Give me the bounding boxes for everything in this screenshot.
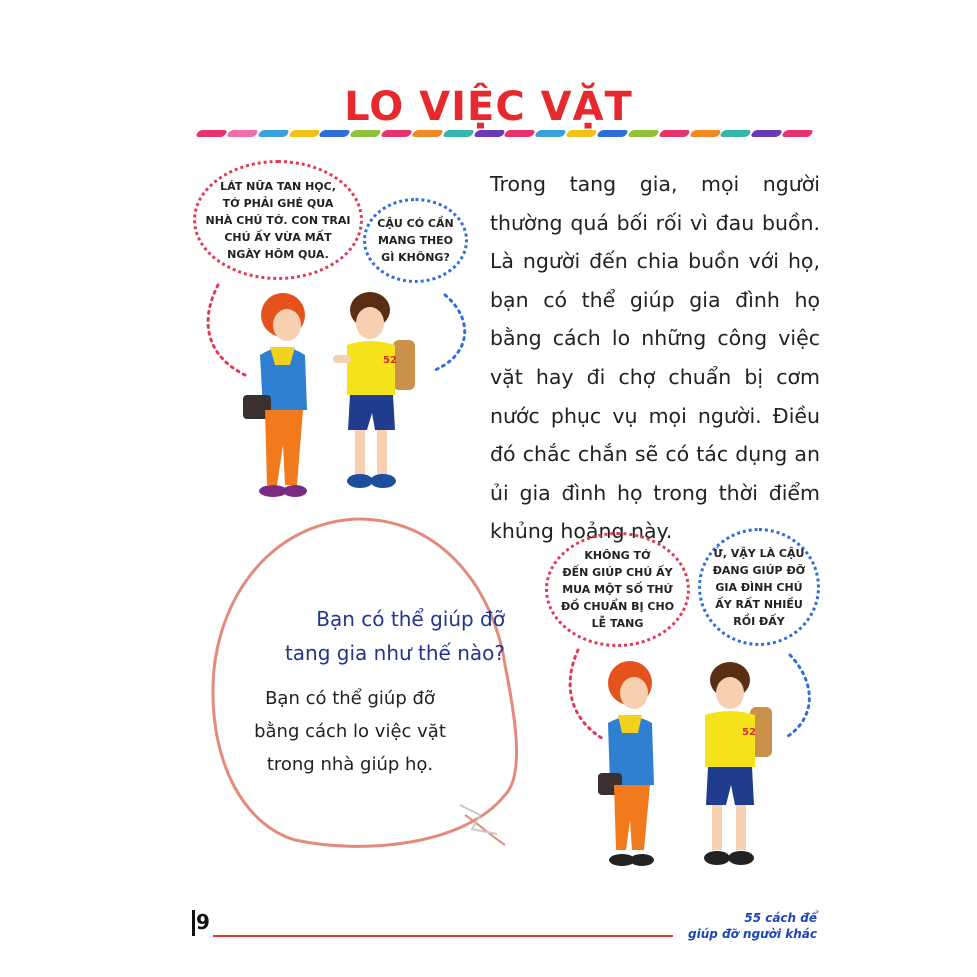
svg-text:52: 52 <box>742 727 756 738</box>
rainbow-segment <box>627 130 660 137</box>
rainbow-segment <box>781 130 814 137</box>
rainbow-segment <box>411 130 444 137</box>
speech-text: KHÔNG TỚ ĐẾN GIÚP CHÚ ẤY MUA MỘT SỐ THỨ ĐỒ CHUẨN BỊ CHO LỄ TANG <box>560 549 675 630</box>
boys-illustration-top <box>235 285 425 505</box>
brand-line-2: giúp đỡ người khác <box>688 927 817 941</box>
book-brand <box>688 910 817 942</box>
rainbow-segment <box>688 130 721 137</box>
rainbow-segment <box>380 130 413 137</box>
footer-divider <box>213 935 673 937</box>
boy-brown-hair <box>704 662 772 865</box>
rainbow-segment <box>257 130 290 137</box>
body-paragraph: Trong tang gia, mọi người thường quá bối rối vì đau buồn. Là người đến chia buồn với họ, bạn có thể giúp gia đình họ bằng cách lo những công việc vặt hay đi chợ chuẩn bị cơm nước phục vụ mọi người. Điều đó chắc chắn sẽ có tác dụng an ủi gia đình họ trong thời điểm khủng hoảng này. <box>490 172 820 544</box>
rainbow-segment <box>226 130 259 137</box>
rainbow-segment <box>349 130 382 137</box>
speech-bubble-bottom-right <box>698 528 820 646</box>
page-number-bar <box>192 910 195 936</box>
question-text: Bạn có thể giúp đỡ tang gia như thế nào? <box>284 607 505 665</box>
speech-bubble-top-left <box>193 160 363 280</box>
rainbow-segment <box>565 130 598 137</box>
rainbow-segment <box>195 130 228 137</box>
rainbow-segment <box>750 130 783 137</box>
rainbow-divider <box>197 130 812 137</box>
boy-red-hair <box>243 293 307 497</box>
rainbow-segment <box>658 130 691 137</box>
brand-line-1: 55 cách để <box>744 911 817 925</box>
rainbow-segment <box>442 130 475 137</box>
rainbow-segment <box>318 130 351 137</box>
speech-bubble-top-right <box>363 198 468 283</box>
boys-illustration-bottom <box>590 655 790 880</box>
speech-text: CẬU CÓ CẦN MANG THEO GÌ KHÔNG? <box>377 217 454 264</box>
boy-brown-hair <box>333 292 415 488</box>
boy-red-hair <box>598 661 654 866</box>
answer-text: Bạn có thể giúp đỡ bằng cách lo việc vặt trong nhà giúp họ. <box>254 688 446 775</box>
page-title: LO VIỆC VẶT <box>344 84 633 130</box>
speech-text: LÁT NỮA TAN HỌC, TỚ PHẢI GHÉ QUA NHÀ CHÚ TỚ. CON TRAI CHÚ ẤY VỪA MẤT NGÀY HÔM QUA. <box>205 179 351 261</box>
rainbow-segment <box>288 130 321 137</box>
rainbow-segment <box>534 130 567 137</box>
svg-text:52: 52 <box>383 355 397 366</box>
page-number: 9 <box>196 910 210 934</box>
speech-text: Ừ, VẬY LÀ CẬU ĐANG GIÚP ĐỠ GIA ĐÌNH CHÚ ẤY RẤT NHIỀU RỒI ĐẤY <box>712 546 806 628</box>
rainbow-segment <box>503 130 536 137</box>
speech-bubble-bottom-left <box>545 532 690 647</box>
rainbow-segment <box>719 130 752 137</box>
rainbow-segment <box>473 130 506 137</box>
rainbow-segment <box>596 130 629 137</box>
